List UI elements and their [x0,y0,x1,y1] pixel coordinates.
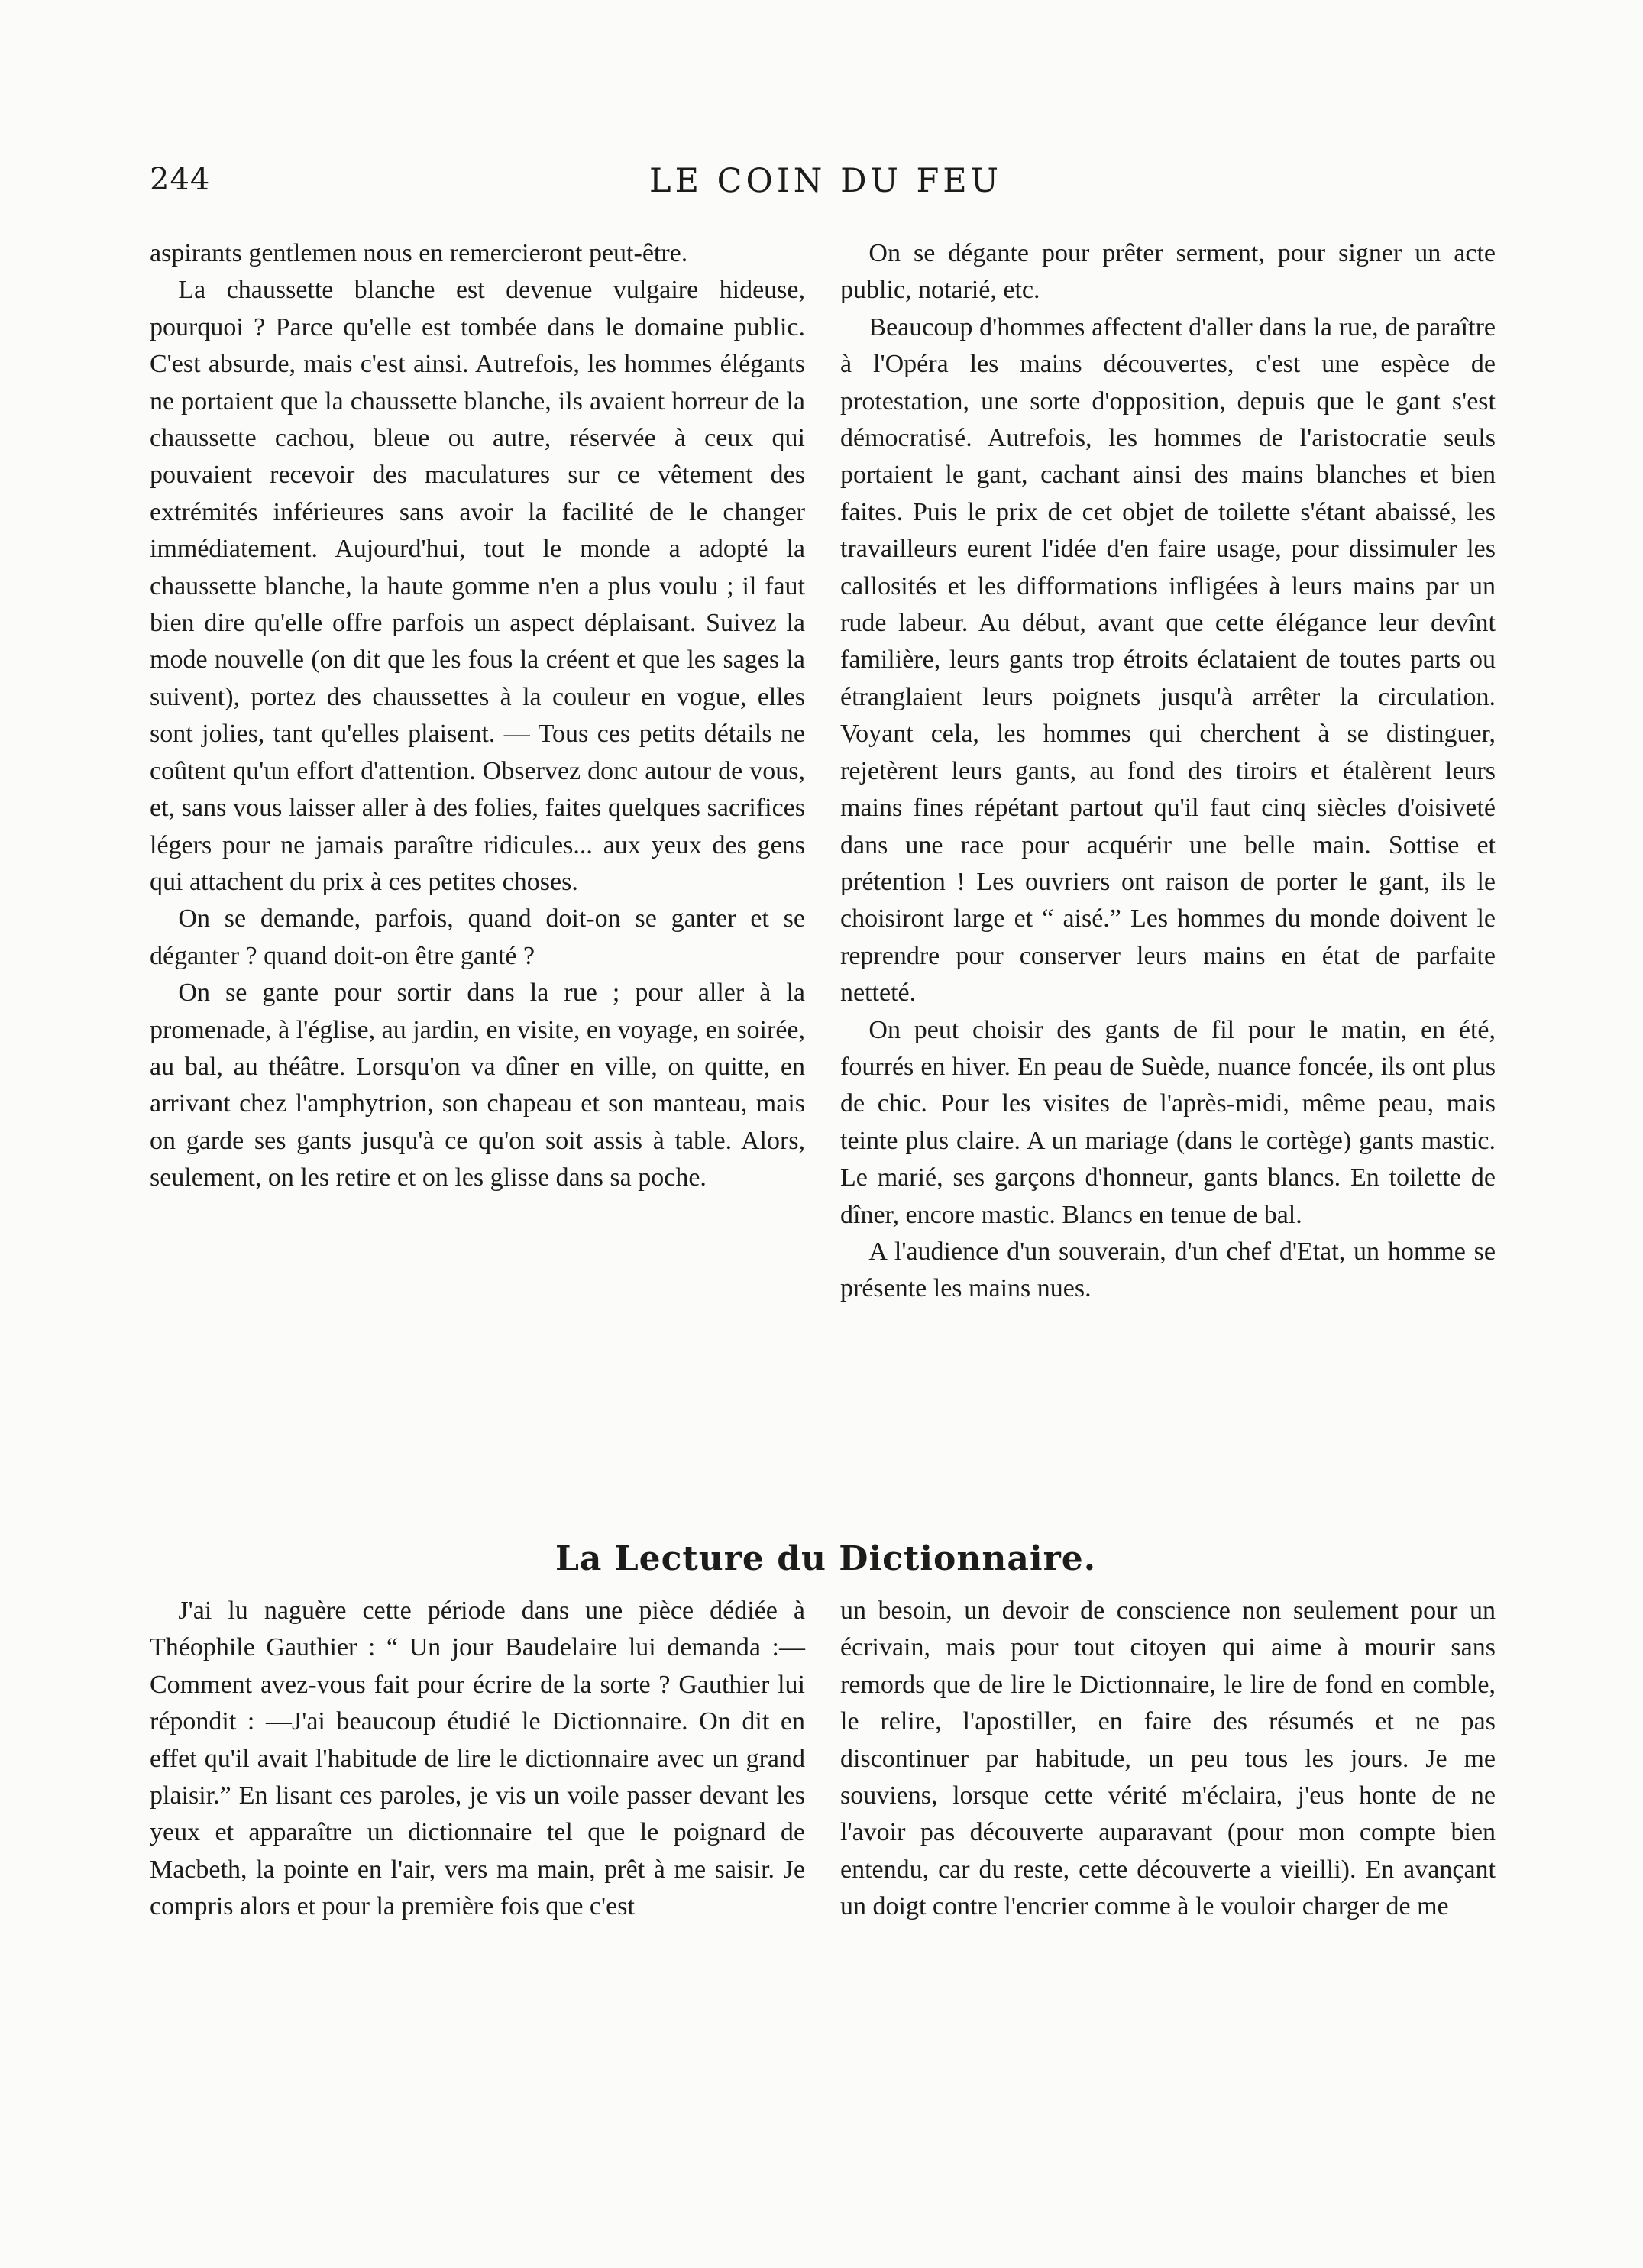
section-title: La Lecture du Dictionnaire. [555,1539,1097,1578]
section2-left-column [150,1593,805,1926]
paragraph: Beaucoup d'hommes affectent d'aller dans la rue, de paraître à l'Opéra les mains découvertes, c'est une espèce de protestation, une sorte d'opposition, depuis que le gant s'est démocratisé. Autrefois, les hommes de l'aristocratie seuls portaient le gant, cachant ainsi des mains blanches et bien faites. Puis le prix de cet objet de toilette s'étant abaissé, les travailleurs eurent l'idée d'en faire usage, pour dissimuler les callosités et les difformations infligées à leurs mains par un rude labeur. Au début, avant que cette élégance leur devînt familière, leurs gants trop étroits éclataient de toutes parts ou étranglaient leurs poignets jusqu'à arrêter la circulation. Voyant cela, les hommes qui cherchent à se distinguer, rejetèrent leurs gants, au fond des tiroirs et étalèrent leurs mains fines répétant partout qu'il faut cinq siècles d'oisiveté dans une race pour acquérir une belle main. Sottise et prétention ! Les ouvriers ont raison de porter le gant, ils le choisiront large et “ aisé.” Les hommes du monde doivent le reprendre pour conserver leurs mains en état de parfaite netteté. [840,312,1496,1008]
section1-left-column [150,235,805,1197]
paragraph: un besoin, un devoir de conscience non seulement pour un écrivain, mais pour tout citoyen qui aime à mourir sans remords que de lire le Dictionnaire, le lire de fond en comble, le relire, l'apostiller, en faire des résumés et ne pas discontinuer par habitude, un peu tous les jours. Je me souviens, lorsque cette vérité m'éclaira, j'eus honte de ne l'avoir pas découverte auparavant (pour mon compte bien entendu, car du reste, cette découverte a vieilli). En avançant un doigt contre l'encrier comme à le vouloir charger de me [840,1597,1496,1921]
page-header [150,162,1502,208]
paragraph: J'ai lu naguère cette période dans une pièce dédiée à Théophile Gauthier : “ Un jour Baudelaire lui demanda :—Comment avez-vous fait pour écrire de la sorte ? Gauthier lui répondit : —J'ai beaucoup étudié le Dictionnaire. On dit en effet qu'il avait l'habitude de lire le dictionnaire avec un grand plaisir.” En lisant ces paroles, je vis un voile passer devant les yeux et apparaître un dictionnaire tel que le poignard de Macbeth, la pointe en l'air, vers ma main, prêt à me saisir. Je compris alors et pour la première fois que c'est [150,1597,805,1921]
paragraph: On se gante pour sortir dans la rue ; pour aller à la promenade, à l'église, au jardin, en visite, en voyage, en soirée, au bal, au théâtre. Lorsqu'on va dîner en ville, on quitte, en arrivant chez l'amphytrion, son chapeau et son manteau, mais on garde ses gants jusqu'à ce qu'on soit assis à table. Alors, seulement, on les retire et on les glisse dans sa poche. [150,979,805,1192]
paragraph: La chaussette blanche est devenue vulgaire hideuse, pourquoi ? Parce qu'elle est tombée dans le domaine public. C'est absurde, mais c'est ainsi. Autrefois, les hommes élégants ne portaient que la chaussette blanche, ils avaient horreur de la chaussette cachou, bleue ou autre, réservée à ceux qui pouvaient recevoir des maculatures sur ce vêtement des extrémités inférieures sans avoir la facilité de le changer immédiatement. Aujourd'hui, tout le monde a adopté la chaussette blanche, la haute gomme n'en a plus voulu ; il faut bien dire qu'elle offre parfois un aspect déplaisant. Suivez la mode nouvelle (on dit que les fous la créent et que les sages la suivent), portez des chaussettes à la couleur en vogue, elles sont jolies, tant qu'elles plaisent. — Tous ces petits détails ne coûtent qu'un effort d'attention. Observez donc autour de vous, et, sans vous laisser aller à des folies, faites quelques sacrifices légers pour ne jamais paraître ridicules... aux yeux des gens qui attachent du prix à ces petites choses. [150,276,805,896]
paragraph: On se dégante pour prêter serment, pour signer un acte public, notarié, etc. [840,239,1496,305]
paragraph: On peut choisir des gants de fil pour le matin, en été, fourrés en hiver. En peau de Suède, nuance foncée, ils ont plus de chic. Pour les visites de l'après-midi, même peau, mais teinte plus claire. A un mariage (dans le cortège) gants mastic. Le marié, ses garçons d'honneur, gants blancs. En toilette de dîner, encore mastic. Blancs en tenue de bal. [840,1015,1496,1229]
paragraph: aspirants gentlemen nous en remercieront peut-être. [150,239,688,267]
paragraph: A l'audience d'un souverain, d'un chef d'Etat, un homme se présente les mains nues. [840,1237,1496,1303]
running-head: LE COIN DU FEU [649,162,1002,200]
page-number: 244 [150,162,211,197]
section1-right-column [840,235,1496,1308]
paragraph: On se demande, parfois, quand doit-on se ganter et se déganter ? quand doit-on être ganté ? [150,904,805,970]
section2-right-column [840,1593,1496,1926]
